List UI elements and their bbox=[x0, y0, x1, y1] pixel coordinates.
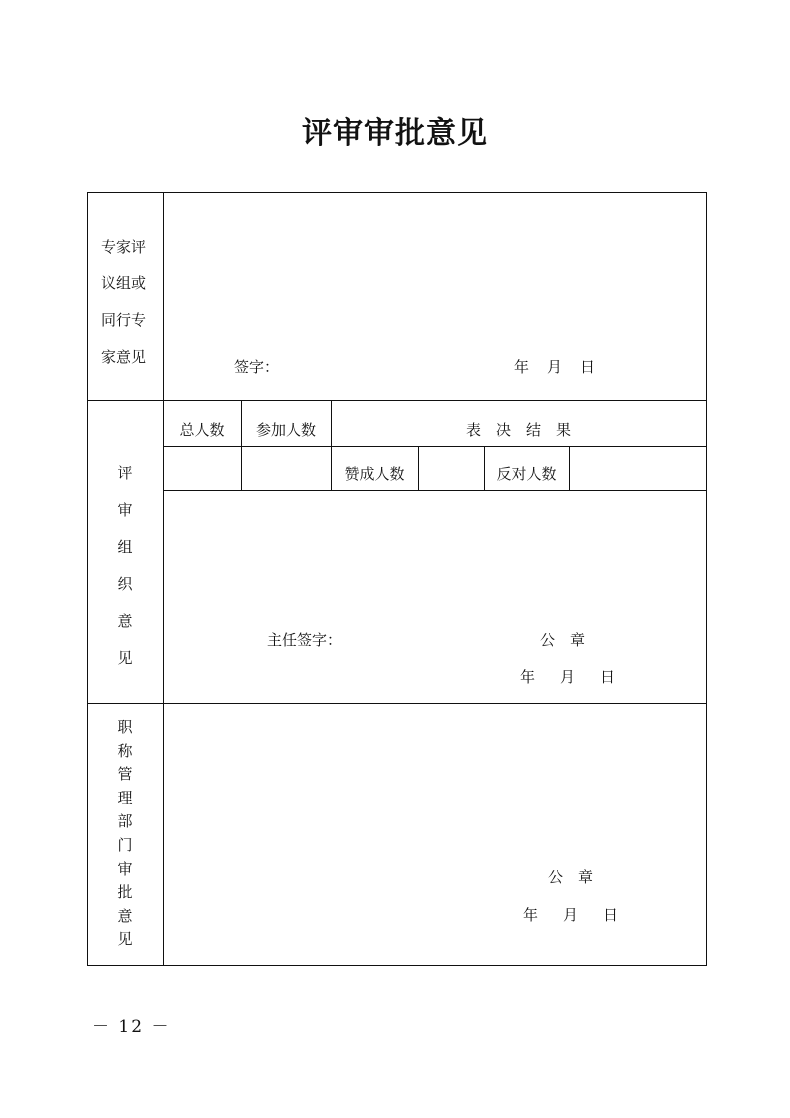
department-label-char: 意 bbox=[117, 906, 133, 925]
department-label-char: 审 bbox=[117, 859, 133, 878]
table-border-right bbox=[706, 192, 707, 966]
expert-date-month: 月 bbox=[547, 358, 563, 376]
expert-date-year: 年 bbox=[514, 358, 530, 376]
page-number: － 12 － bbox=[92, 1017, 171, 1037]
department-label-char: 职 bbox=[117, 718, 133, 736]
review-org-date-day: 日 bbox=[600, 668, 616, 686]
expert-label-line-4: 家意见 bbox=[101, 348, 147, 366]
department-label-char: 见 bbox=[117, 930, 133, 949]
expert-label-line-1: 专家评 bbox=[101, 238, 147, 256]
section1-bottom-line bbox=[87, 400, 707, 401]
table-border-top bbox=[87, 192, 707, 193]
label-column-divider bbox=[163, 192, 164, 966]
vote-col-divider-3 bbox=[418, 446, 419, 491]
review-org-label bbox=[110, 455, 140, 677]
table-border-bottom bbox=[87, 965, 707, 966]
department-seal: 公 章 bbox=[548, 868, 594, 886]
department-label-char: 部 bbox=[117, 812, 133, 831]
department-label-char: 批 bbox=[117, 883, 133, 902]
page-title: 评审审批意见 bbox=[302, 116, 488, 151]
review-org-label-char: 审 bbox=[117, 501, 133, 519]
department-label-char: 称 bbox=[117, 741, 133, 760]
section2-bottom-line bbox=[87, 703, 707, 704]
attending-count-header: 参加人数 bbox=[255, 421, 316, 439]
department-date-month: 月 bbox=[563, 906, 579, 924]
expert-signature-label: 签字： bbox=[234, 358, 280, 376]
review-org-seal: 公 章 bbox=[540, 631, 586, 649]
department-label-char: 门 bbox=[117, 835, 133, 854]
review-org-label-char: 见 bbox=[117, 649, 133, 667]
vote-col-divider-1 bbox=[241, 400, 242, 491]
department-label-char: 管 bbox=[117, 765, 133, 784]
vote-row-bottom-line bbox=[163, 490, 707, 491]
expert-date-day: 日 bbox=[580, 358, 596, 376]
review-org-date-year: 年 bbox=[520, 668, 536, 686]
department-label bbox=[110, 716, 140, 952]
table-border-left bbox=[87, 192, 88, 966]
votes-for-label: 赞成人数 bbox=[344, 465, 405, 483]
department-date-day: 日 bbox=[603, 906, 619, 924]
expert-label-line-2: 议组或 bbox=[101, 274, 147, 292]
expert-label-line-3: 同行专 bbox=[101, 311, 147, 329]
review-org-label-char: 评 bbox=[117, 464, 133, 482]
review-org-label-char: 织 bbox=[117, 575, 133, 593]
department-date-year: 年 bbox=[523, 906, 539, 924]
review-org-date-month: 月 bbox=[560, 668, 576, 686]
votes-against-label: 反对人数 bbox=[496, 465, 557, 483]
review-org-label-char: 组 bbox=[117, 538, 133, 556]
vote-header-bottom-line bbox=[163, 446, 707, 447]
total-count-header: 总人数 bbox=[179, 421, 225, 439]
department-label-char: 理 bbox=[117, 788, 133, 807]
vote-result-header: 表 决 结 果 bbox=[465, 421, 571, 439]
director-signature-label: 主任签字： bbox=[267, 631, 343, 649]
review-org-label-char: 意 bbox=[117, 612, 133, 630]
vote-col-divider-5 bbox=[569, 446, 570, 491]
